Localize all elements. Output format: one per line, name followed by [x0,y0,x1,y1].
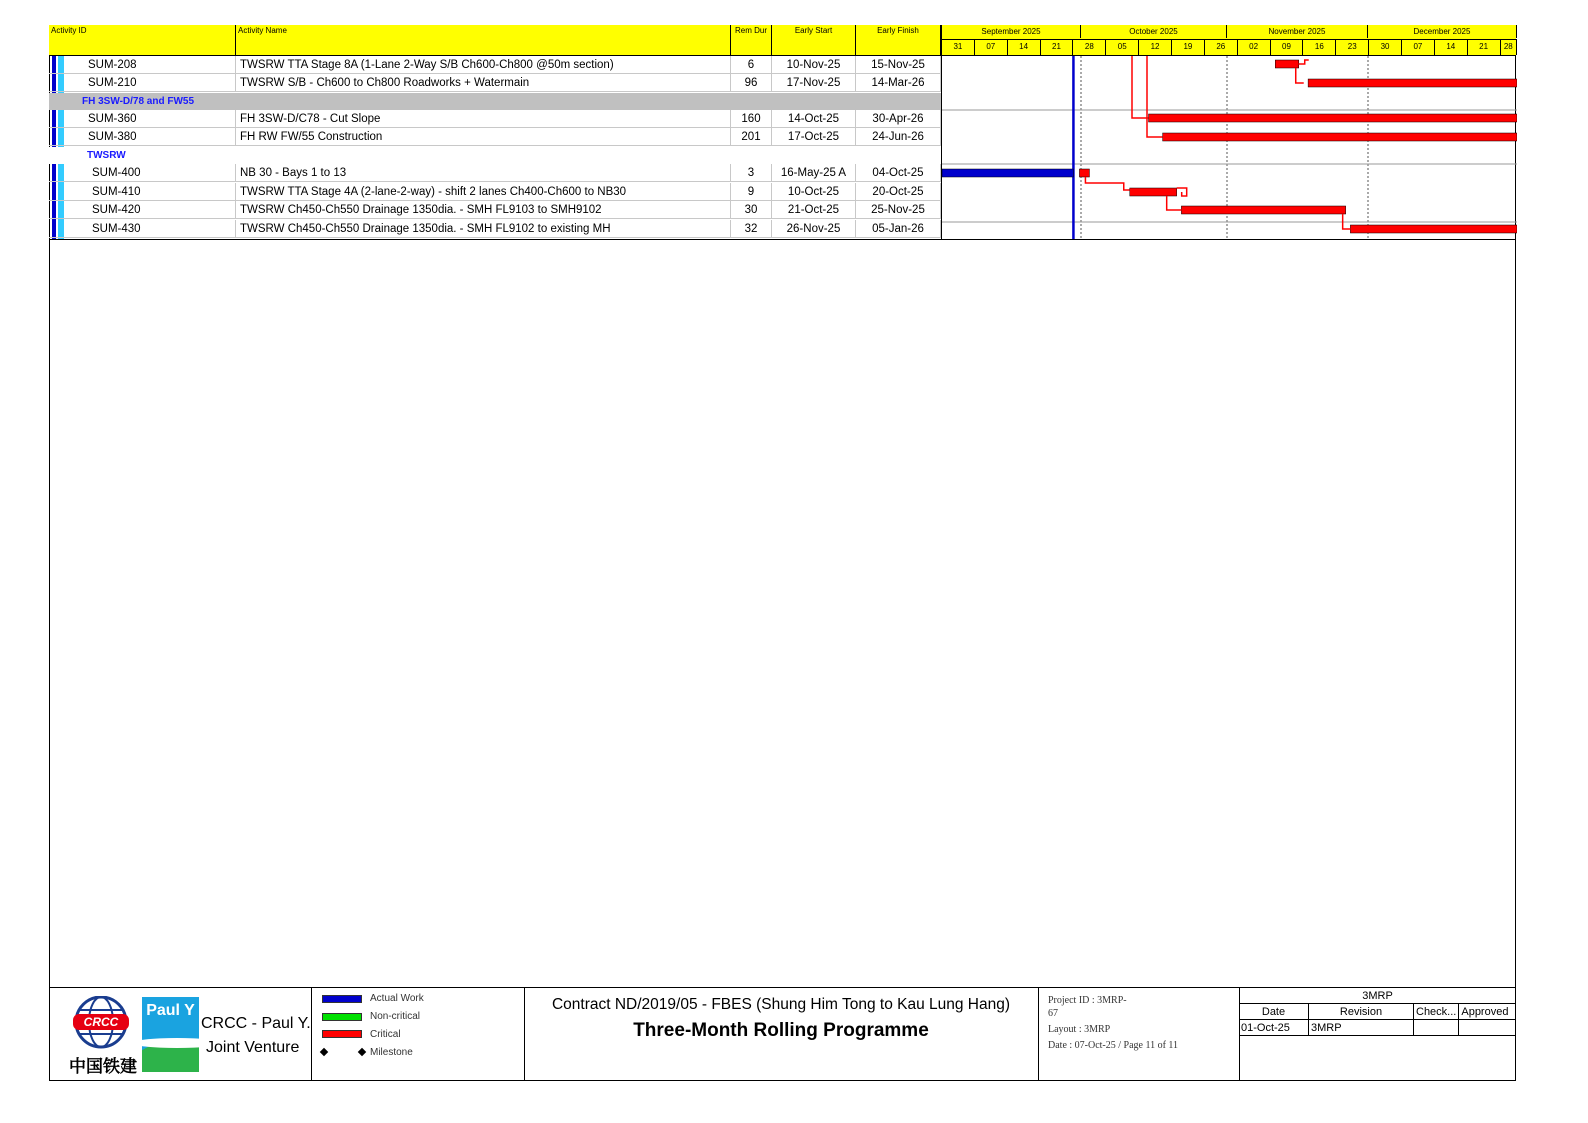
early-start-cell: 16-May-25 A [772,164,856,182]
rev-date-value: 01-Oct-25 [1239,1020,1309,1036]
activity-id-cell: SUM-208 [65,56,236,74]
activity-name-cell: TWSRW Ch450-Ch550 Drainage 1350dia. - SMH FL9103 to SMH9102 [236,201,731,219]
timeline-week: 26 [1205,39,1238,55]
critical-bar [1130,188,1177,196]
rev-col-revision: Revision [1309,1004,1414,1020]
pauly-logo [142,997,199,1072]
rem-dur-cell: 9 [731,183,772,201]
early-finish-cell: 04-Oct-25 [856,164,941,182]
timeline-month: October 2025 [1081,25,1227,38]
activity-name-cell: TWSRW TTA Stage 8A (1-Lane 2-Way S/B Ch600-Ch800 @50m section) [236,56,731,74]
rev-col-date: Date [1239,1004,1309,1020]
project-id-line1: Project ID : 3MRP- [1048,995,1127,1006]
footer [49,987,1516,1081]
early-start-cell: 26-Nov-25 [772,220,856,238]
legend-actual-swatch [322,995,362,1003]
relationship-line [1296,68,1304,83]
table-bottom-line [49,239,1516,240]
col-early-finish[interactable]: Early Finish [856,25,941,55]
timeline-week: 21 [1468,39,1501,55]
activity-name-cell: FH 3SW-D/C78 - Cut Slope [236,110,731,128]
rem-dur-cell: 32 [731,220,772,238]
table-row[interactable] [49,201,941,219]
project-id-line2: 67 [1048,1008,1058,1019]
early-start-cell: 17-Oct-25 [772,128,856,146]
rev-revision-value: 3MRP [1309,1020,1414,1036]
activity-name-cell: TWSRW TTA Stage 4A (2-lane-2-way) - shift 2 lanes Ch400-Ch600 to NB30 [236,183,731,201]
contract-title: Contract ND/2019/05 - FBES (Shung Him Tong to Kau Lung Hang) [551,996,1011,1013]
table-row[interactable] [49,220,941,238]
table-row[interactable] [49,74,941,92]
group-label: FH 3SW-D/78 and FW55 [82,96,195,107]
legend-milestone-label: Milestone [370,1047,413,1058]
activity-id-cell: SUM-410 [65,183,236,201]
early-start-cell: 10-Nov-25 [772,56,856,74]
timeline-week: 14 [1008,39,1041,55]
pauly-logo-text: Paul Y [146,1002,195,1019]
relationship-line [1132,56,1149,118]
activity-name-cell: TWSRW Ch450-Ch550 Drainage 1350dia. - SMH FL9102 to existing MH [236,220,731,238]
col-rem-dur[interactable]: Rem Dur [731,25,772,55]
legend-critical-label: Critical [370,1029,401,1040]
critical-bar [1275,60,1298,68]
programme-title: Three-Month Rolling Programme [633,1020,929,1041]
activity-name-cell: TWSRW S/B - Ch600 to Ch800 Roadworks + Watermain [236,74,731,92]
early-finish-cell: 05-Jan-26 [856,220,941,238]
timeline-week: 30 [1369,39,1402,55]
timeline-week: 21 [1041,39,1074,55]
legend-milestone-icon [320,1048,328,1056]
rem-dur-cell: 30 [731,201,772,219]
rev-check-value [1414,1020,1459,1036]
rem-dur-cell: 6 [731,56,772,74]
early-finish-cell: 20-Oct-25 [856,183,941,201]
rev-col-approved: Approved [1459,1004,1516,1020]
early-start-cell: 17-Nov-25 [772,74,856,92]
pauly-logo-wave-white [142,1038,199,1048]
activity-id-cell: SUM-360 [65,110,236,128]
timeline-week: 28 [1501,39,1517,55]
gantt-chart [941,25,1516,240]
early-finish-cell: 30-Apr-26 [856,110,941,128]
group-header[interactable] [49,147,941,164]
timeline-week: 07 [975,39,1008,55]
relationship-line [1177,188,1187,196]
early-finish-cell: 25-Nov-25 [856,201,941,219]
timeline-week: 19 [1172,39,1205,55]
rem-dur-cell: 96 [731,74,772,92]
group-header[interactable] [49,93,941,110]
critical-bar [1181,206,1345,214]
legend-actual-label: Actual Work [370,993,424,1004]
timeline-week: 23 [1336,39,1369,55]
table-row[interactable] [49,164,941,182]
crcc-logo-text: CRCC [83,1015,119,1029]
table-header [49,25,941,56]
activity-id-cell: SUM-430 [65,220,236,238]
timeline-week: 14 [1435,39,1468,55]
company-name-line2: Joint Venture [206,1039,300,1056]
legend-noncritical-swatch [322,1013,362,1021]
early-start-cell: 14-Oct-25 [772,110,856,128]
rem-dur-cell: 160 [731,110,772,128]
critical-bar [1308,79,1517,87]
company-name-line1: CRCC - Paul Y. [201,1015,311,1032]
relationship-line [1299,60,1309,64]
activity-name-cell: FH RW FW/55 Construction [236,128,731,146]
activity-id-cell: SUM-210 [65,74,236,92]
legend-milestone-icon-2 [358,1048,366,1056]
project-info [1038,988,1240,1081]
revision-table [1239,988,1516,1036]
legend-noncritical-label: Non-critical [370,1011,421,1022]
table-row[interactable] [49,128,941,146]
revision-block [1239,988,1516,1081]
early-start-cell: 21-Oct-25 [772,201,856,219]
early-start-cell: 10-Oct-25 [772,183,856,201]
project-date-page: Date : 07-Oct-25 / Page 11 of 11 [1048,1040,1179,1051]
early-finish-cell: 15-Nov-25 [856,56,941,74]
critical-bar [1350,225,1517,233]
timeline-month: November 2025 [1227,25,1368,38]
logo-block [49,988,312,1081]
revision-header: 3MRP [1239,988,1516,1004]
timeline-month: December 2025 [1368,25,1517,38]
critical-bar [1163,133,1517,141]
timeline-week: 09 [1271,39,1304,55]
table-row[interactable] [49,110,941,128]
table-row[interactable] [49,183,941,201]
activity-id-cell: SUM-400 [65,164,236,182]
critical-bar [1079,169,1089,177]
col-early-start[interactable]: Early Start [772,25,856,55]
col-activity-id[interactable]: Activity ID [49,25,236,55]
activity-id-cell: SUM-420 [65,201,236,219]
actual-bar [942,169,1073,177]
rem-dur-cell: 3 [731,164,772,182]
relationship-line [1147,56,1163,137]
rev-col-check: Check... [1414,1004,1459,1020]
critical-bar [1149,114,1517,122]
project-layout: Layout : 3MRP [1048,1024,1111,1035]
early-finish-cell: 14-Mar-26 [856,74,941,92]
timeline-week: 16 [1303,39,1336,55]
activity-id-cell: SUM-380 [65,128,236,146]
timeline-week: 05 [1106,39,1139,55]
rem-dur-cell: 201 [731,128,772,146]
legend [311,988,525,1081]
logo-chinese-text: 中国铁建 [69,1057,137,1076]
col-activity-name[interactable]: Activity Name [236,25,731,55]
timeline-week: 07 [1402,39,1435,55]
timeline-week: 02 [1238,39,1271,55]
title-block [524,988,1039,1081]
relationship-line [1167,196,1182,210]
timeline-month: September 2025 [942,25,1081,38]
relationship-line [1085,177,1129,190]
timeline-week: 12 [1139,39,1172,55]
group-label: TWSRW [87,150,126,161]
table-row[interactable] [49,56,941,74]
early-finish-cell: 24-Jun-26 [856,128,941,146]
timeline-week: 31 [942,39,975,55]
legend-critical-swatch [322,1030,362,1038]
rev-approved-value [1459,1020,1516,1036]
activity-name-cell: NB 30 - Bays 1 to 13 [236,164,731,182]
timeline-week: 28 [1073,39,1106,55]
